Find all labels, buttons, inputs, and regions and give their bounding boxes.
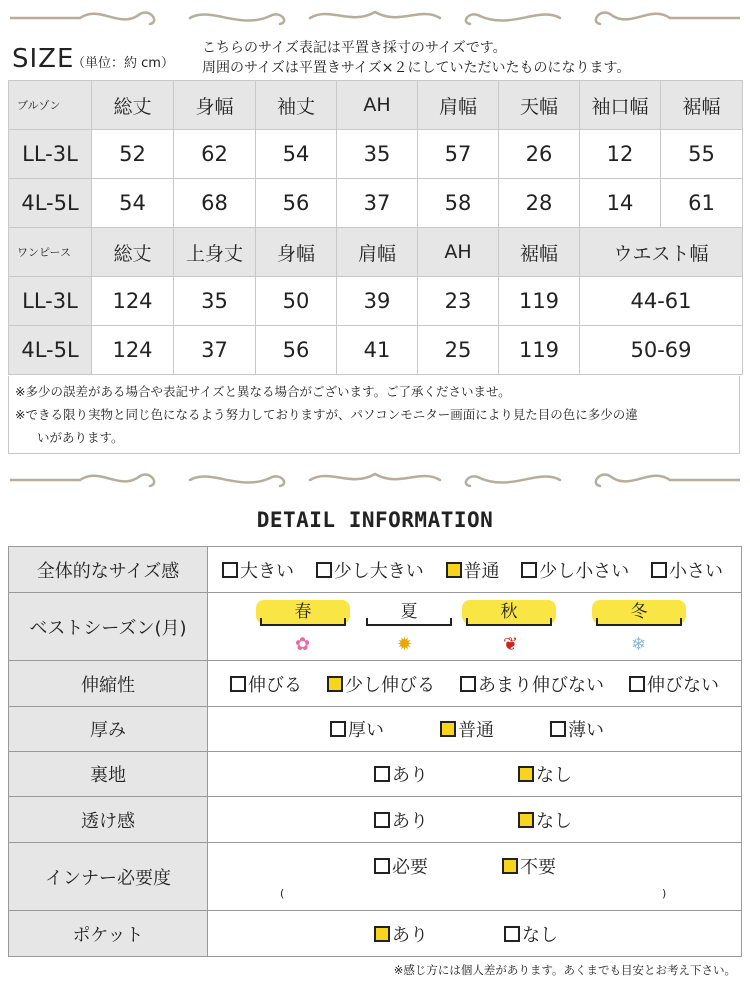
season-winter: 冬 [592, 600, 686, 624]
option-label: 少し小さい [539, 560, 630, 582]
table-cell: 50-69 [580, 326, 743, 375]
sakura-flower-icon: ✿ [295, 633, 311, 655]
detail-title: DETAIL INFORMATION [256, 508, 494, 532]
option-stretch[interactable] [629, 671, 719, 697]
column-header: 裾幅 [661, 81, 743, 130]
season-bracket-tick [680, 618, 682, 626]
column-header: 総丈 [92, 81, 174, 130]
option-label: あり [392, 810, 428, 832]
unchecked-box-icon [374, 766, 390, 782]
season-bracket-tick [344, 618, 346, 626]
checked-box-icon [440, 721, 456, 737]
note-line: ※多少の誤差がある場合や表記サイズと異なる場合がございます。ご了承くださいませ。 [15, 384, 511, 399]
season-autumn: 秋 [462, 600, 556, 624]
size-label-cell: LL-3L [9, 130, 92, 179]
option-label: あまり伸びない [478, 674, 604, 696]
option-thickness[interactable] [440, 716, 494, 742]
checked-box-icon [518, 766, 534, 782]
option-inner[interactable] [502, 853, 556, 879]
option-fit[interactable] [521, 557, 629, 583]
column-header: ウエスト幅 [580, 228, 743, 277]
table-row [9, 130, 743, 179]
table-cell: 124 [92, 277, 174, 326]
option-label: 大きい [240, 560, 294, 582]
size-title: SIZE [12, 44, 75, 74]
option-label: 不要 [520, 857, 556, 878]
season-bracket [366, 624, 452, 626]
detail-label: インナー必要度 [9, 843, 208, 911]
table-cell: 25 [418, 326, 499, 375]
table-cell: 54 [256, 130, 337, 179]
paren-close: ) [662, 887, 667, 900]
detail-row-lining [9, 752, 742, 797]
detail-label: 透け感 [9, 797, 208, 843]
option-label: 伸びる [248, 674, 302, 696]
size-label-cell: 4L-5L [9, 326, 92, 375]
season-bracket-tick [596, 618, 598, 626]
option-stretch[interactable] [460, 671, 604, 697]
decorative-border-top [10, 4, 740, 28]
detail-label: 全体的なサイズ感 [9, 547, 208, 593]
table-cell: 119 [499, 277, 580, 326]
size-table [8, 80, 743, 375]
maple-leaf-icon: ❦ [503, 633, 519, 655]
season-bracket-tick [366, 618, 368, 626]
season-bracket-tick [450, 618, 452, 626]
option-fit[interactable] [316, 557, 424, 583]
option-lining[interactable] [374, 761, 428, 787]
table-cell: 37 [337, 179, 418, 228]
sheer-options [208, 807, 741, 833]
footnote: ※感じ方には個人差があります。あくまでも目安とお考え下さい。 [393, 963, 736, 977]
column-header: 総丈 [92, 228, 174, 277]
note-line: ※できる限り実物と同じ色になるよう努力しておりますが、パソコンモニター画面により見た目の色に多少の違 [15, 407, 638, 422]
unchecked-box-icon [629, 676, 645, 692]
unchecked-box-icon [330, 721, 346, 737]
fit-options [208, 557, 741, 583]
option-fit[interactable] [222, 557, 294, 583]
option-inner[interactable] [374, 853, 428, 879]
option-stretch[interactable] [327, 671, 435, 697]
table-cell: 35 [174, 277, 256, 326]
option-label: 厚い [348, 720, 384, 741]
unchecked-box-icon [550, 721, 566, 737]
table-cell: 54 [92, 179, 174, 228]
option-label: 少し大きい [333, 560, 424, 582]
option-label: なし [536, 765, 572, 786]
table-cell: 50 [256, 277, 337, 326]
season-bracket [260, 624, 346, 626]
option-thickness[interactable] [330, 716, 384, 742]
option-sheer[interactable] [374, 807, 428, 833]
option-label: 普通 [463, 560, 500, 582]
option-sheer[interactable] [518, 807, 572, 833]
season-bracket-tick [260, 618, 262, 626]
detail-table [8, 546, 742, 957]
detail-row-thickness [9, 707, 742, 752]
option-fit[interactable] [651, 557, 723, 583]
checked-box-icon [518, 812, 534, 828]
inner-options [208, 843, 741, 879]
unchecked-box-icon [230, 676, 246, 692]
table-cell: 57 [418, 130, 499, 179]
checked-box-icon [374, 926, 390, 942]
table-cell: 14 [580, 179, 661, 228]
unchecked-box-icon [374, 812, 390, 828]
pocket-options [208, 921, 741, 947]
table-cell: 44-61 [580, 277, 743, 326]
table-cell: 26 [499, 130, 580, 179]
detail-label: 厚み [9, 707, 208, 752]
column-header: 肩幅 [337, 228, 418, 277]
option-label: あり [392, 924, 428, 946]
table-cell: 56 [256, 326, 337, 375]
dress-header-row [9, 228, 743, 277]
option-label: 小さい [669, 560, 723, 582]
detail-label: ベストシーズン(月) [9, 593, 208, 661]
detail-label: 伸縮性 [9, 661, 208, 707]
table-cell: 68 [174, 179, 256, 228]
table-cell: 28 [499, 179, 580, 228]
size-label-cell: 4L-5L [9, 179, 92, 228]
column-header: 裾幅 [499, 228, 580, 277]
option-pocket[interactable] [504, 921, 558, 947]
season-bracket-tick [550, 618, 552, 626]
option-label: 伸びない [647, 674, 719, 696]
checked-box-icon [327, 676, 343, 692]
table-cell: 23 [418, 277, 499, 326]
unchecked-box-icon [374, 858, 390, 874]
size-note-line-1: こちらのサイズ表記は平置き採寸のサイズです。 [202, 40, 507, 56]
detail-label: ポケット [9, 911, 208, 957]
column-header: 袖丈 [256, 81, 337, 130]
decorative-border-middle [10, 466, 740, 490]
option-label: 普通 [458, 720, 494, 741]
dress-section-label: ワンピース [9, 228, 92, 277]
size-note-line-2: 周囲のサイズは平置きサイズ×２にしていただいたものになります。 [202, 60, 631, 76]
paren-open: ( [280, 887, 285, 900]
column-header: 上身丈 [174, 228, 256, 277]
option-fit[interactable] [446, 557, 500, 583]
option-thickness[interactable] [550, 716, 604, 742]
season-options [208, 594, 741, 660]
column-header: 身幅 [256, 228, 337, 277]
size-label-cell: LL-3L [9, 277, 92, 326]
table-cell: 56 [256, 179, 337, 228]
option-label: 薄い [568, 720, 604, 741]
option-lining[interactable] [518, 761, 572, 787]
detail-row-pocket [9, 911, 742, 957]
thickness-options [208, 716, 741, 742]
unchecked-box-icon [521, 562, 537, 578]
unchecked-box-icon [222, 562, 238, 578]
jacket-section-label: ブルゾン [9, 81, 92, 130]
detail-label: 裏地 [9, 752, 208, 797]
size-unit-label: （単位：約 cm） [72, 56, 174, 71]
table-cell: 37 [174, 326, 256, 375]
table-cell: 39 [337, 277, 418, 326]
stretch-options [208, 671, 741, 697]
season-spring: 春 [256, 600, 350, 624]
option-stretch[interactable] [230, 671, 302, 697]
column-header: 肩幅 [418, 81, 499, 130]
column-header: 身幅 [174, 81, 256, 130]
sunflower-icon: ✹ [397, 633, 413, 655]
table-cell: 55 [661, 130, 743, 179]
table-cell: 52 [92, 130, 174, 179]
table-row [9, 179, 743, 228]
detail-row-inner [9, 843, 742, 911]
option-label: なし [536, 810, 572, 832]
season-bracket [596, 624, 682, 626]
table-cell: 119 [499, 326, 580, 375]
season-bracket-tick [466, 618, 468, 626]
table-cell: 35 [337, 130, 418, 179]
unchecked-box-icon [460, 676, 476, 692]
option-label: 少し伸びる [345, 674, 435, 696]
unchecked-box-icon [651, 562, 667, 578]
season-bracket [466, 624, 552, 626]
note-line: いがあります。 [37, 430, 124, 445]
table-cell: 58 [418, 179, 499, 228]
option-label: 必要 [392, 857, 428, 878]
table-cell: 12 [580, 130, 661, 179]
size-notes [8, 376, 740, 454]
unchecked-box-icon [316, 562, 332, 578]
table-row [9, 326, 743, 375]
option-pocket[interactable] [374, 921, 428, 947]
season-summer: 夏 [400, 601, 418, 622]
option-label: あり [392, 765, 428, 786]
table-cell: 61 [661, 179, 743, 228]
column-header: 天幅 [499, 81, 580, 130]
table-row [9, 277, 743, 326]
column-header: AH [418, 228, 499, 277]
unchecked-box-icon [504, 926, 520, 942]
detail-row-sheer [9, 797, 742, 843]
option-label: なし [522, 924, 558, 946]
table-cell: 41 [337, 326, 418, 375]
column-header: AH [337, 81, 418, 130]
checked-box-icon [446, 562, 462, 578]
table-cell: 124 [92, 326, 174, 375]
detail-row-stretch [9, 661, 742, 707]
detail-row-season [9, 593, 742, 661]
column-header: 袖口幅 [580, 81, 661, 130]
checked-box-icon [502, 858, 518, 874]
jacket-header-row [9, 81, 743, 130]
table-cell: 62 [174, 130, 256, 179]
snowflake-icon: ❄ [631, 633, 647, 655]
lining-options [208, 761, 741, 787]
detail-row-fit [9, 547, 742, 593]
